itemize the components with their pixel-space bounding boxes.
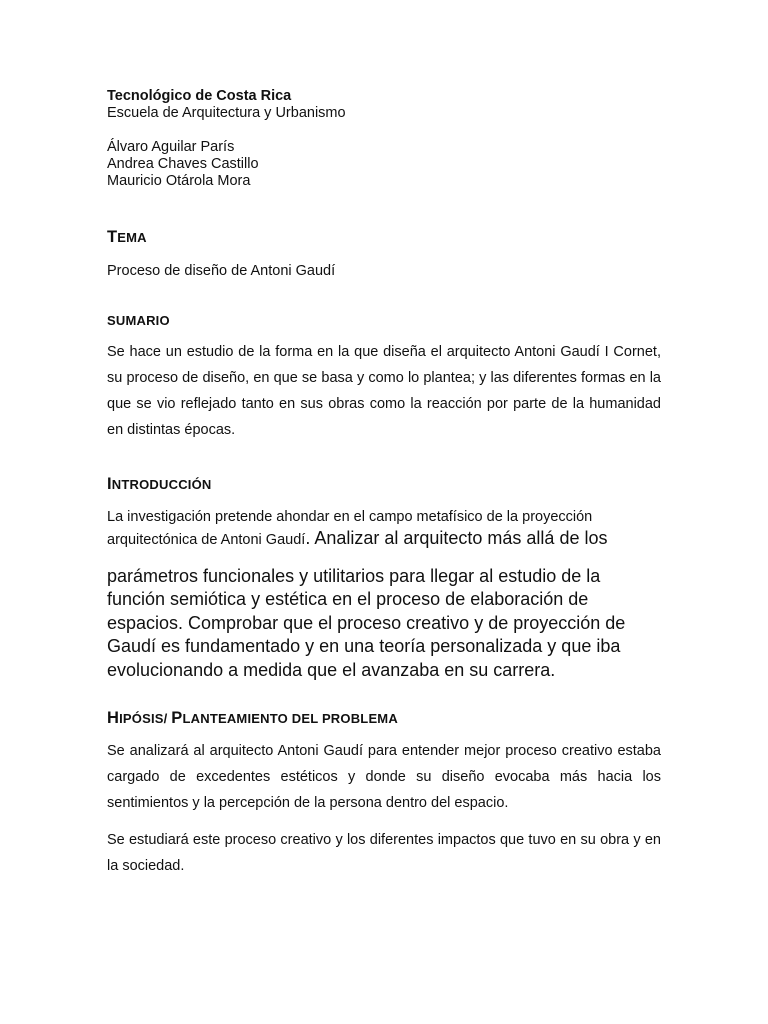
hipotesis-heading-cap-1: H: [107, 709, 120, 727]
hipotesis-paragraph-2: Se estudiará este proceso creativo y los diferentes impactos que tuvo en su obra y en la sociedad.: [107, 832, 661, 874]
introduccion-text-big-inline: . Analizar al arquitecto más allá de los: [305, 528, 608, 548]
sumario-paragraph: Se hace un estudio de la forma en la que diseña el arquitecto Antoni Gaudí I Cornet, su proceso de diseño, en que se basa y como lo plantea; y las diferentes formas en la que se vio reflejado tanto en sus obras como la reacción por parte de la humanidad en distintas épocas.: [107, 344, 661, 438]
introduccion-text-small-2: arquitectónica de Antoni Gaudí: [107, 532, 306, 548]
school-name: Escuela de Arquitectura y Urbanismo: [107, 105, 346, 121]
introduccion-paragraph: [107, 508, 661, 550]
introduccion-paragraph-large: parámetros funcionales y utilitarios para llegar al estudio de la función semiótica y estética en el proceso de elaboración de espacios. Comprobar que el proceso creativo y de proyección de Gaudí es fundamentado y en una teoría personalizada y que iba evolucionando a medida que el avanzaba en su carrera.: [107, 565, 626, 680]
sumario-heading: [107, 313, 661, 328]
sumario-heading-text: SUMARIO: [107, 313, 170, 328]
hipotesis-heading-rest-1: IPÓSIS/: [119, 711, 172, 726]
author-name: Mauricio Otárola Mora: [107, 173, 251, 189]
author-name: Álvaro Aguilar París: [107, 139, 235, 155]
tema-heading-cap: T: [107, 228, 118, 246]
hipotesis-heading-cap-2: P: [171, 709, 183, 727]
tema-heading-rest: EMA: [117, 230, 147, 245]
introduccion-text-small-1: La investigación pretende ahondar en el campo metafísico de la proyección: [107, 509, 593, 525]
introduccion-heading-cap: I: [107, 475, 112, 493]
hipotesis-heading-rest-2: LANTEAMIENTO DEL PROBLEMA: [182, 711, 398, 726]
introduccion-heading-rest: NTRODUCCIÓN: [111, 477, 212, 492]
document-header: [107, 88, 661, 190]
authors-list: [107, 139, 661, 190]
hipotesis-paragraph-1: Se analizará al arquitecto Antoni Gaudí para entender mejor proceso creativo estaba cargado de excedentes estéticos y donde su diseño evocaba más hacia los sentimientos y la percepción de la persona dentro del espacio.: [107, 743, 661, 811]
institution-name: Tecnológico de Costa Rica: [107, 88, 292, 104]
author-name: Andrea Chaves Castillo: [107, 156, 259, 172]
tema-heading: [107, 228, 661, 247]
tema-text: Proceso de diseño de Antoni Gaudí: [107, 263, 336, 279]
introduccion-heading: [107, 475, 661, 494]
hipotesis-heading: [107, 709, 661, 728]
